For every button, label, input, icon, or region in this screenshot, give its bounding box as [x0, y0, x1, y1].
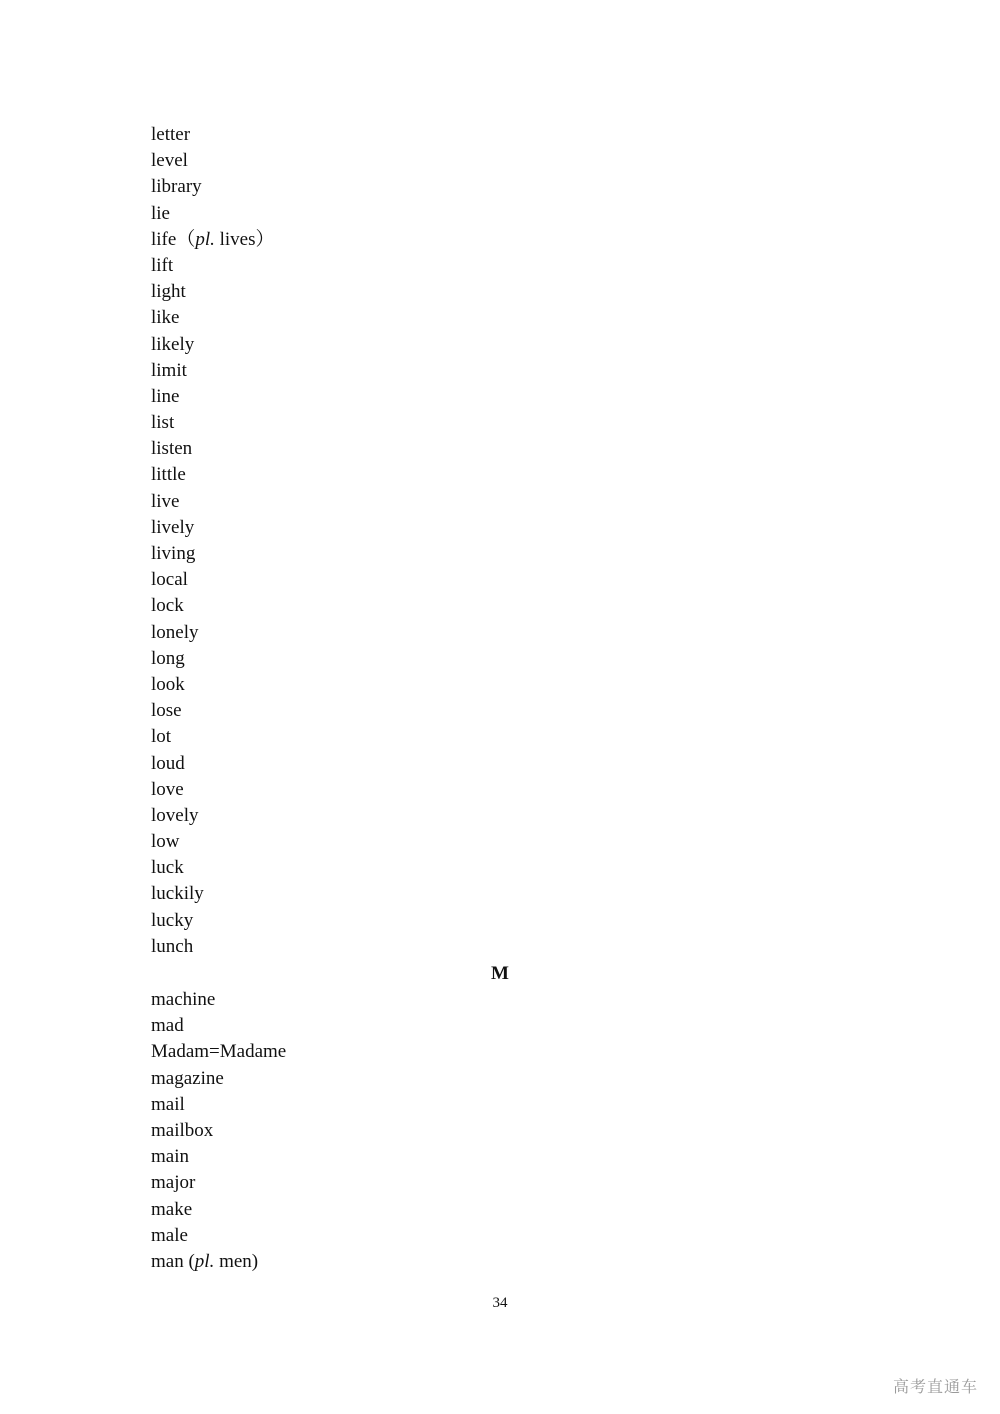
word-entry: life（pl. lives） — [151, 228, 275, 250]
section-heading-m: M — [491, 963, 509, 984]
word-entry: lie — [151, 202, 170, 224]
word-entry: lock — [151, 595, 184, 617]
word-entry: local — [151, 569, 188, 591]
word-entry: living — [151, 543, 196, 564]
word-entry: lunch — [151, 935, 194, 957]
word-entry: lift — [151, 254, 174, 276]
word-entry: letter — [151, 124, 191, 145]
word-entry: lively — [151, 516, 195, 538]
word-entry: luckily — [151, 883, 204, 905]
word-entry: live — [151, 490, 180, 512]
watermark-text: 高考直通车 — [892, 1377, 978, 1396]
word-entry: mail — [151, 1093, 185, 1115]
word-list-m — [151, 987, 286, 1275]
word-entry: make — [151, 1198, 193, 1220]
word-entry: little — [151, 464, 186, 486]
word-entry: love — [151, 778, 184, 800]
word-list-l — [151, 122, 275, 960]
word-entry: long — [151, 647, 185, 669]
word-entry: lot — [151, 726, 172, 748]
word-entry: look — [151, 673, 185, 695]
word-entry: listen — [151, 438, 193, 460]
word-entry: machine — [151, 989, 216, 1010]
word-entry: line — [151, 385, 180, 407]
word-entry: likely — [151, 333, 195, 355]
word-entry: lonely — [151, 621, 199, 643]
word-entry: library — [151, 176, 202, 198]
word-entry: luck — [151, 857, 184, 879]
word-entry: lovely — [151, 804, 199, 826]
word-entry: like — [151, 307, 180, 329]
word-entry: loud — [151, 752, 185, 774]
word-entry: list — [151, 412, 175, 434]
word-entry: level — [151, 150, 188, 172]
word-entry: limit — [151, 359, 187, 381]
word-entry: mad — [151, 1015, 184, 1037]
word-entry: Madam=Madame — [151, 1041, 287, 1063]
word-entry: lose — [151, 700, 182, 722]
word-entry: major — [151, 1172, 196, 1194]
word-entry: main — [151, 1146, 189, 1168]
word-entry: mailbox — [151, 1119, 214, 1141]
word-entry: light — [151, 281, 186, 303]
page-number: 34 — [492, 1295, 508, 1311]
word-entry: male — [151, 1224, 188, 1246]
word-entry: low — [151, 831, 180, 853]
word-entry: man (pl. men) — [151, 1250, 259, 1272]
word-entry: lucky — [151, 909, 194, 931]
word-entry: magazine — [151, 1067, 224, 1089]
